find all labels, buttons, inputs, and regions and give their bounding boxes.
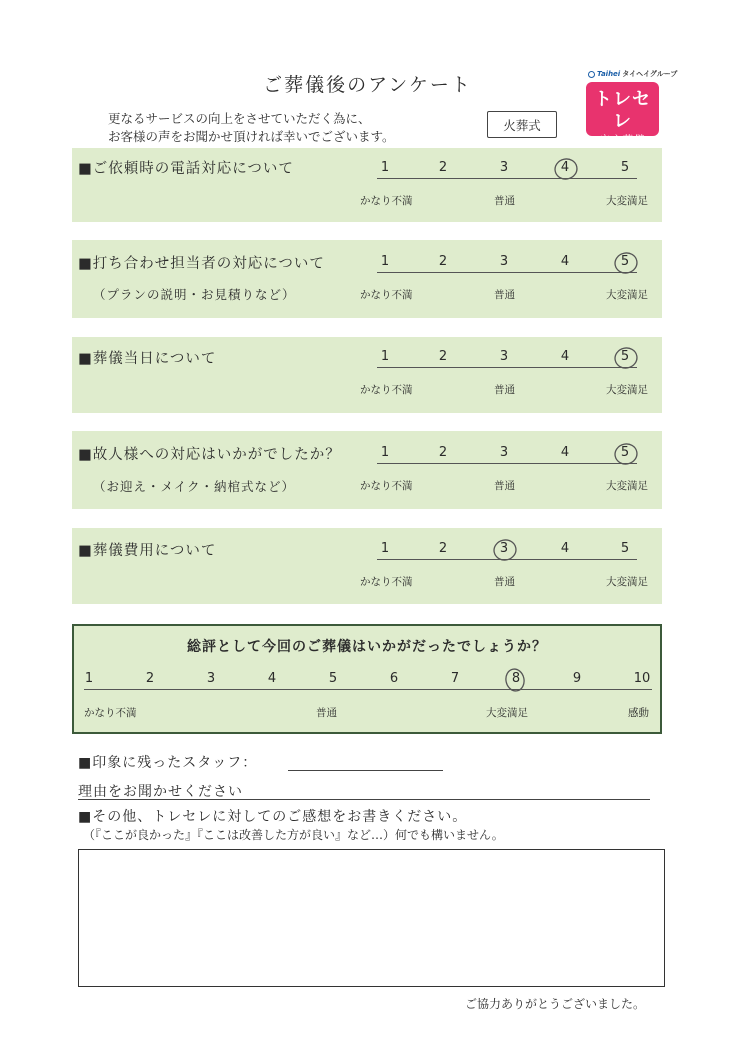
q1-option-4[interactable]: 4: [560, 160, 570, 175]
q5-option-1[interactable]: 1: [380, 541, 390, 556]
survey-title: ご葬儀後のアンケート: [263, 74, 472, 96]
q2-option-3[interactable]: 3: [499, 254, 509, 269]
q4-option-2[interactable]: 2: [438, 445, 448, 460]
q5-option-2[interactable]: 2: [438, 541, 448, 556]
q5-label-mid: 普通: [494, 576, 515, 588]
ceremony-type-box: 火葬式: [487, 111, 557, 138]
q3-option-4[interactable]: 4: [560, 349, 570, 364]
question-sub-4: （お迎え・メイク・納棺式など）: [93, 479, 296, 494]
reason-label: 理由をお聞かせください: [78, 784, 243, 800]
overall-label-mid: 普通: [316, 707, 337, 719]
logo-name: トレセレ: [594, 89, 651, 132]
q3-label-low: かなり不満: [360, 384, 413, 396]
overall-option-8[interactable]: 8: [511, 671, 521, 686]
q2-label-mid: 普通: [494, 289, 515, 301]
question-title-2: ■打ち合わせ担当者の対応について: [78, 256, 325, 272]
logo-tagline: 安心葬儀: [599, 134, 646, 146]
overall-scale-line: [84, 689, 652, 690]
scale-line-2: [377, 272, 637, 273]
q2-option-5[interactable]: 5: [620, 254, 630, 269]
q3-option-3[interactable]: 3: [499, 349, 509, 364]
q5-label-low: かなり不満: [360, 576, 413, 588]
other-note: （『ここが良かった』『ここは改善した方が良い』など…）何でも構いません。: [83, 828, 504, 842]
q3-label-mid: 普通: [494, 384, 515, 396]
q2-option-2[interactable]: 2: [438, 254, 448, 269]
question-title-3: ■葬儀当日について: [78, 351, 217, 367]
q5-option-3[interactable]: 3: [499, 541, 509, 556]
q4-option-4[interactable]: 4: [560, 445, 570, 460]
q1-label-low: かなり不満: [360, 195, 413, 207]
q1-option-2[interactable]: 2: [438, 160, 448, 175]
intro-line-1: 更なるサービスの向上をさせていただく為に、: [108, 111, 371, 126]
q2-label-high: 大変満足: [606, 289, 648, 301]
q4-label-high: 大変満足: [606, 480, 648, 492]
thanks-text: ご協力ありがとうございました。: [465, 997, 646, 1011]
q3-option-1[interactable]: 1: [380, 349, 390, 364]
overall-option-6[interactable]: 6: [389, 671, 399, 686]
q1-label-mid: 普通: [494, 195, 515, 207]
q2-option-4[interactable]: 4: [560, 254, 570, 269]
overall-label-high: 大変満足: [486, 707, 528, 719]
group-name: タイヘイグループ: [622, 70, 678, 78]
staff-underline: [288, 770, 443, 771]
q5-label-high: 大変満足: [606, 576, 648, 588]
q5-option-5[interactable]: 5: [620, 541, 630, 556]
q2-label-low: かなり不満: [360, 289, 413, 301]
question-sub-2: （プランの説明・お見積りなど）: [93, 287, 296, 302]
q1-option-3[interactable]: 3: [499, 160, 509, 175]
question-title-1: ■ご依頼時の電話対応について: [78, 161, 294, 177]
overall-option-10[interactable]: 10: [633, 671, 651, 686]
overall-option-3[interactable]: 3: [206, 671, 216, 686]
staff-label: ■印象に残ったスタッフ：: [78, 755, 258, 771]
other-label: ■その他、トレセレに対してのご感想をお書きください。: [78, 809, 468, 825]
q4-option-3[interactable]: 3: [499, 445, 509, 460]
question-title-4: ■故人様への対応はいかがでしたか？: [78, 447, 341, 463]
scale-line-5: [377, 559, 637, 560]
reason-field[interactable]: [290, 781, 650, 799]
scale-line-1: [377, 178, 637, 179]
group-brand: Taihei: [597, 70, 621, 78]
q1-option-5[interactable]: 5: [620, 160, 630, 175]
overall-label-low: かなり不満: [84, 707, 137, 719]
intro-text: [108, 110, 395, 146]
overall-label-top: 感動: [628, 707, 649, 719]
overall-option-2[interactable]: 2: [145, 671, 155, 686]
overall-title: 総評として今回のご葬儀はいかがだったでしょうか？: [187, 639, 547, 655]
intro-line-2: お客様の声をお聞かせ頂ければ幸いでございます。: [108, 129, 395, 144]
q1-label-high: 大変満足: [606, 195, 648, 207]
overall-option-4[interactable]: 4: [267, 671, 277, 686]
group-logo-icon: [588, 71, 595, 78]
overall-option-5[interactable]: 5: [328, 671, 338, 686]
reason-underline: [78, 799, 650, 800]
q3-option-5[interactable]: 5: [620, 349, 630, 364]
comments-box[interactable]: [78, 849, 665, 987]
q3-label-high: 大変満足: [606, 384, 648, 396]
q5-option-4[interactable]: 4: [560, 541, 570, 556]
q1-option-1[interactable]: 1: [380, 160, 390, 175]
q4-label-low: かなり不満: [360, 480, 413, 492]
q4-option-1[interactable]: 1: [380, 445, 390, 460]
q2-option-1[interactable]: 1: [380, 254, 390, 269]
group-logo: [588, 69, 677, 79]
q4-label-mid: 普通: [494, 480, 515, 492]
q3-option-2[interactable]: 2: [438, 349, 448, 364]
q4-option-5[interactable]: 5: [620, 445, 630, 460]
toresere-logo: [586, 82, 659, 146]
scale-line-4: [377, 463, 637, 464]
overall-option-1[interactable]: 1: [84, 671, 94, 686]
question-title-5: ■葬儀費用について: [78, 543, 217, 559]
overall-option-9[interactable]: 9: [572, 671, 582, 686]
scale-line-3: [377, 367, 637, 368]
staff-field[interactable]: [288, 752, 443, 770]
overall-option-7[interactable]: 7: [450, 671, 460, 686]
